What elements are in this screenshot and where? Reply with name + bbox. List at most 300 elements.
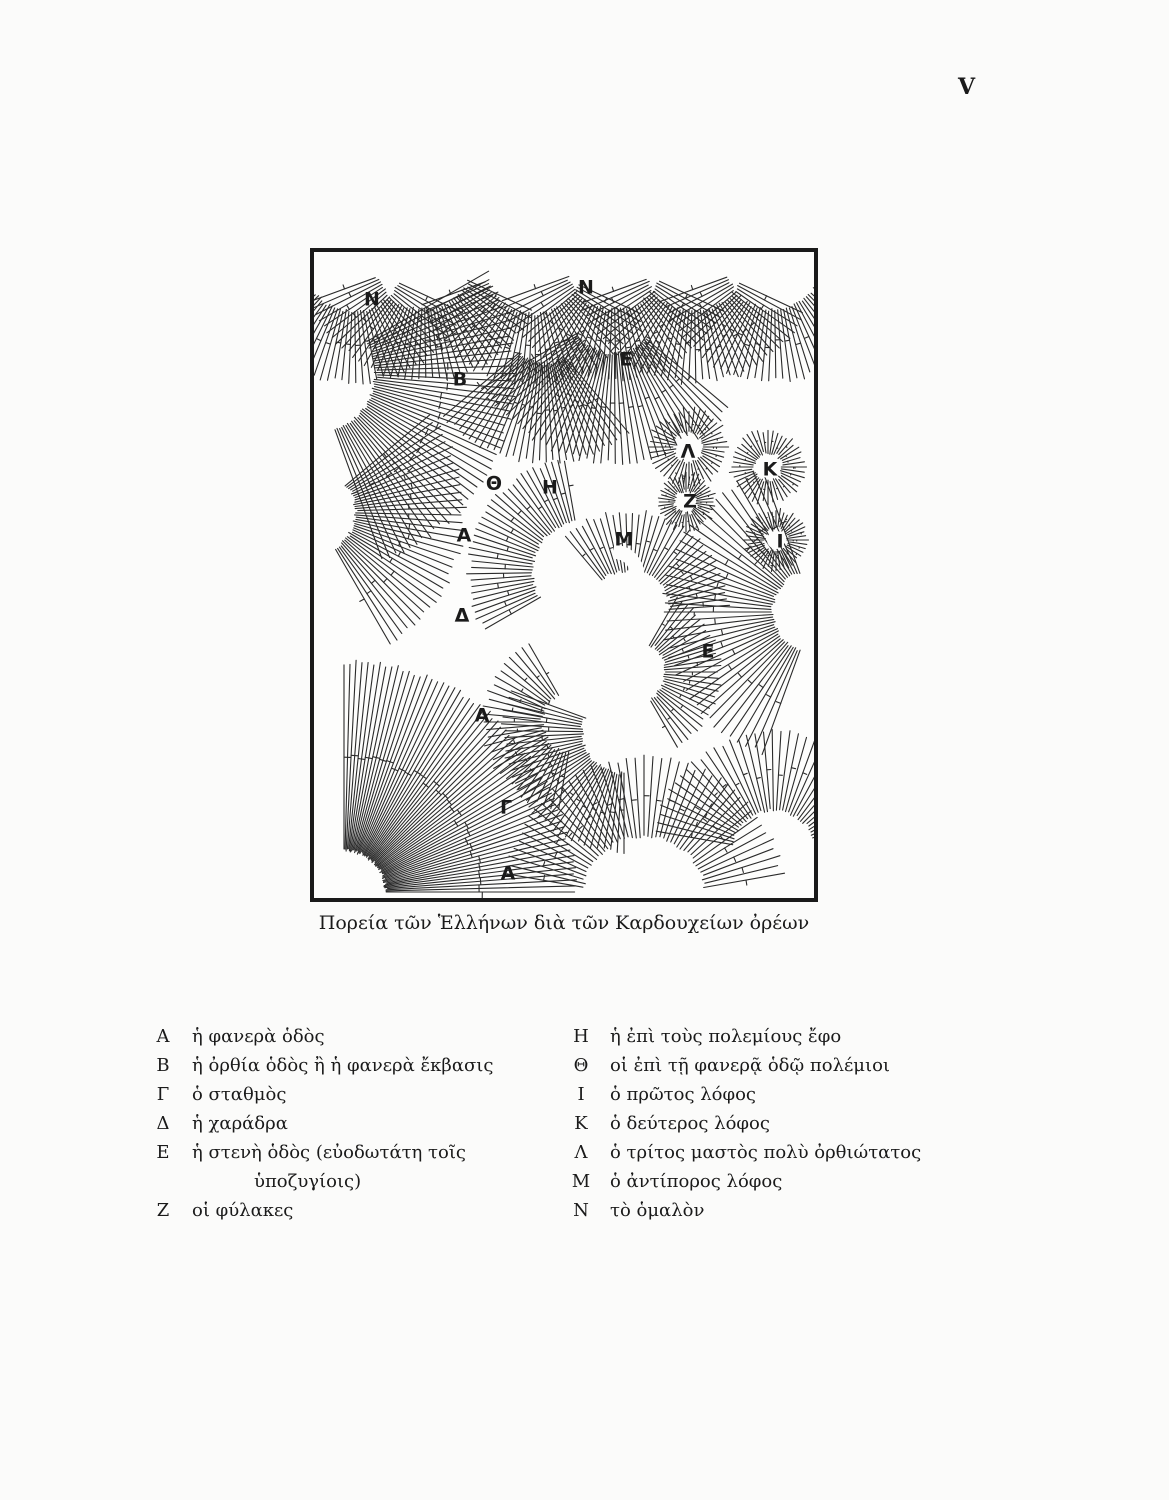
legend-key: N [573, 1200, 589, 1221]
hachure-stroke [739, 333, 743, 335]
map-label-n-left: N [364, 288, 380, 311]
hachure-stroke [349, 293, 351, 297]
hachure-stroke [783, 462, 805, 465]
legend-key: B [156, 1055, 170, 1076]
map-label-theta: Θ [485, 472, 503, 495]
hachure-stroke [670, 627, 672, 629]
hachure-stroke [665, 430, 666, 431]
legend-key: I [577, 1084, 585, 1105]
legend-left-column [148, 1022, 538, 1225]
legend-key: Δ [156, 1113, 170, 1134]
legend-key: Λ [574, 1142, 588, 1163]
hachure-stroke [485, 387, 488, 390]
hachure-stroke [498, 584, 499, 588]
hachure-stroke [387, 844, 569, 883]
hachure-stroke [505, 602, 507, 606]
hachure-stroke [796, 343, 800, 344]
hachure-stroke [629, 407, 634, 408]
hachure-stroke [504, 664, 549, 702]
legend-item [148, 1080, 538, 1109]
hachure-stroke [476, 593, 535, 619]
hachure-stroke [411, 483, 412, 488]
hachure-stroke [612, 287, 613, 291]
hachure-stroke [546, 719, 547, 723]
hachure-stroke [521, 689, 523, 692]
hachure-stroke [582, 554, 585, 556]
hachure-stroke [668, 459, 669, 460]
hachure-stroke [379, 766, 538, 869]
hachure-stroke [555, 342, 559, 343]
hachure-stroke [786, 340, 790, 341]
hachure-stroke [390, 558, 392, 562]
hachure-stroke [748, 680, 752, 683]
hachure-stroke [765, 296, 767, 300]
hachure-stroke [632, 800, 637, 801]
map-label-e-right: E [701, 640, 715, 663]
hachure-stroke [566, 536, 603, 580]
hachure-stroke [805, 337, 809, 339]
hachure-stroke [681, 571, 683, 574]
hachure-stroke [347, 306, 349, 310]
legend-item [148, 1022, 538, 1051]
hachure-stroke [391, 571, 394, 575]
map-label-a-bottom: A [500, 862, 516, 885]
hachure-stroke [738, 555, 741, 559]
hachure-stroke [782, 522, 787, 524]
hachure-stroke [372, 580, 376, 583]
legend-item [148, 1138, 538, 1196]
map-label-b: B [452, 368, 468, 391]
hachure-stroke [497, 554, 498, 558]
hachure-stroke [652, 452, 674, 458]
legend-item [148, 1109, 538, 1138]
hachure-stroke [675, 523, 676, 524]
hachure-stroke [672, 465, 673, 466]
legend-text: ὁ πρῶτος λόφος [610, 1084, 757, 1105]
hachure-stroke [597, 340, 601, 341]
hachure-stroke [682, 515, 684, 528]
map-label-a-upper: A [456, 524, 472, 547]
hachure-stroke [342, 312, 349, 380]
legend-key: Z [156, 1200, 170, 1221]
hachure-stroke [700, 493, 701, 494]
hachure-stroke [569, 485, 573, 486]
legend-item [566, 1167, 996, 1196]
hachure-stroke [791, 768, 795, 769]
hachure-stroke [525, 678, 527, 680]
hachure-stroke [520, 700, 521, 703]
hachure-stroke [375, 735, 509, 862]
hachure-stroke [360, 599, 364, 601]
hachure-stroke [689, 680, 690, 683]
hachure-map [314, 252, 814, 898]
hachure-stroke [532, 354, 534, 358]
hachure-stroke [725, 848, 727, 852]
hachure-stroke [339, 547, 401, 633]
map-label-i: I [776, 530, 784, 553]
hachure-stroke [813, 288, 814, 330]
hachure-stroke [543, 770, 545, 772]
hachure-stroke [803, 773, 807, 775]
hachure-stroke [555, 853, 557, 857]
hachure-stroke [772, 482, 777, 500]
hachure-stroke [570, 532, 604, 579]
legend-key: H [573, 1026, 589, 1047]
legend-key: Γ [156, 1084, 170, 1105]
hachure-stroke [757, 431, 763, 452]
hachure-stroke [712, 462, 713, 463]
hachure-stroke [698, 488, 699, 489]
hachure-stroke [684, 688, 685, 691]
legend-key: E [156, 1142, 170, 1163]
hachure-stroke [667, 615, 773, 622]
hachure-stroke [676, 513, 677, 514]
hachure-stroke [646, 541, 650, 542]
hachure-stroke [537, 676, 539, 678]
hachure-stroke [777, 448, 778, 449]
legend-text: ἡ ὀρθία ὁδὸς ἢ ἡ φανερὰ ἔκβασις [192, 1055, 494, 1076]
hachure-stroke [776, 731, 781, 810]
hachure-stroke [446, 340, 450, 341]
hachure-stroke [506, 347, 510, 348]
legend-key: Θ [573, 1055, 589, 1076]
hachure-stroke [511, 518, 514, 522]
hachure-stroke [408, 534, 409, 539]
legend-item [566, 1109, 996, 1138]
hachure-stroke [562, 787, 608, 849]
hachure-stroke [506, 537, 508, 541]
legend-item [566, 1138, 996, 1167]
hachure-stroke [772, 730, 773, 811]
hachure-stroke [467, 573, 532, 574]
hachure-stroke [775, 311, 776, 378]
hachure-stroke [651, 601, 682, 647]
hachure-stroke [652, 698, 682, 742]
hachure-stroke [569, 833, 572, 837]
hachure-stroke [544, 500, 548, 502]
hachure-stroke [758, 550, 759, 551]
hachure-stroke [404, 475, 406, 480]
hachure-stroke [657, 537, 693, 580]
legend-text: ἡ χαράδρα [192, 1113, 288, 1134]
map-label-n-right: N [578, 276, 594, 299]
hachure-stroke [762, 305, 764, 309]
hachure-stroke [767, 695, 771, 697]
hachure-stroke [504, 280, 567, 307]
hachure-stroke [472, 561, 533, 567]
hachure-stroke [570, 793, 573, 796]
hachure-stroke [674, 487, 675, 488]
hachure-stroke [756, 344, 760, 345]
hachure-stroke [715, 595, 716, 600]
hachure-stroke [326, 343, 330, 344]
hachure-stroke [733, 650, 735, 654]
hachure-stroke [522, 648, 555, 695]
hachure-stroke [742, 868, 743, 873]
hachure-stroke [532, 297, 580, 348]
hachure-stroke [676, 563, 678, 565]
map-label-a-middle: A [474, 704, 490, 727]
hachure-stroke [472, 567, 533, 570]
legend-item [566, 1022, 996, 1051]
hachure-stroke [579, 826, 583, 829]
hachure-stroke [538, 507, 541, 509]
hachure-stroke [789, 308, 809, 372]
hachure-stroke [485, 597, 540, 629]
hachure-stroke [723, 746, 756, 814]
hachure-stroke [776, 702, 781, 704]
hachure-stroke [562, 776, 565, 777]
hachure-stroke [659, 619, 700, 652]
map-label-k: K [762, 458, 778, 481]
hachure-stroke [764, 732, 771, 809]
legend-key: M [571, 1171, 591, 1192]
hachure-stroke [355, 672, 404, 853]
hachure-stroke [700, 293, 702, 297]
hachure-stroke [757, 778, 761, 779]
hachure-stroke [561, 493, 565, 494]
hachure-stroke [567, 334, 571, 336]
hachure-stroke [796, 554, 797, 555]
hachure-stroke [669, 422, 670, 423]
hachure-stroke [486, 512, 539, 544]
hachure-stroke [754, 482, 755, 483]
hachure-stroke [668, 717, 670, 719]
legend-text: ὁ τρίτος μαστὸς πολὺ ὀρθιώτατος [610, 1142, 922, 1163]
hachure-stroke [783, 458, 800, 463]
hachure-stroke [398, 552, 400, 556]
map-label-e-top: E [619, 348, 633, 371]
hachure-stroke [705, 429, 706, 430]
legend-text: ὁ δεύτερος λόφος [610, 1113, 770, 1134]
hachure-stroke [746, 880, 747, 885]
legend-item [566, 1080, 996, 1109]
hachure-stroke [542, 292, 544, 296]
hachure-stroke [672, 709, 674, 711]
hachure-stroke [706, 468, 707, 469]
hachure-stroke [626, 759, 636, 838]
hachure-stroke [792, 307, 814, 371]
hachure-stroke [508, 591, 509, 595]
hachure-stroke [530, 407, 534, 408]
hachure-stroke [505, 731, 583, 732]
legend-item [566, 1196, 996, 1225]
hachure-stroke [527, 507, 530, 510]
map-caption: Πορεία τῶν Ἑλλήνων διὰ τῶν Καρδουχείων ὀρέων [318, 912, 810, 934]
hachure-stroke [786, 446, 787, 447]
hachure-stroke [764, 553, 765, 554]
hachure-stroke [721, 642, 723, 647]
hachure-stroke [343, 285, 344, 289]
hachure-stroke [619, 799, 624, 800]
hachure-stroke [676, 473, 677, 474]
hachure-stroke [676, 344, 680, 345]
map-label-m: M [614, 528, 634, 551]
hachure-stroke [784, 486, 785, 487]
map-label-z: Z [683, 490, 697, 513]
hachure-stroke [769, 309, 772, 381]
hachure-stroke [703, 514, 704, 515]
legend-text-continuation: ὑποζυγίοις) [254, 1171, 362, 1192]
hachure-stroke [367, 591, 371, 594]
hachure-stroke [514, 848, 586, 875]
hachure-stroke [756, 441, 757, 442]
summit-ridge [614, 552, 644, 692]
legend-item [566, 1051, 996, 1080]
hachure-stroke [554, 410, 558, 411]
hachure-stroke [722, 630, 723, 635]
hachure-stroke [680, 695, 681, 697]
legend-text: ἡ ἐπὶ τοὺς πολεμίους ἔφο [610, 1026, 842, 1047]
hachure-stroke [600, 547, 603, 548]
hachure-stroke [662, 624, 664, 626]
hachure-stroke [355, 477, 459, 502]
hachure-stroke [789, 525, 790, 526]
legend-right-column [566, 1022, 996, 1225]
hachure-stroke [507, 547, 508, 551]
hachure-stroke [453, 333, 457, 335]
hachure-stroke [354, 526, 453, 560]
hachure-stroke [699, 425, 700, 426]
hachure-stroke [354, 447, 453, 494]
hachure-stroke [786, 519, 787, 520]
hachure-stroke [786, 456, 787, 457]
hachure-stroke [803, 765, 814, 823]
hachure-stroke [674, 552, 677, 554]
hachure-stroke [636, 543, 639, 544]
hachure-stroke [736, 783, 739, 785]
hachure-stroke [517, 729, 518, 732]
hachure-stroke [691, 286, 692, 290]
hachure-stroke [409, 524, 410, 529]
hachure-stroke [553, 498, 557, 500]
hachure-stroke [367, 699, 470, 858]
hachure-stroke [791, 530, 792, 531]
hachure-stroke [570, 405, 574, 406]
hachure-stroke [534, 285, 535, 289]
hachure-stroke [448, 353, 449, 360]
hachure-stroke [507, 399, 510, 401]
hachure-stroke [509, 610, 511, 614]
hachure-stroke [668, 490, 669, 491]
legend-text: οἱ ἐπὶ τῇ φανερᾷ ὁδῷ πολέμιοι [610, 1055, 890, 1076]
hachure-stroke [590, 549, 593, 551]
hachure-stroke [546, 673, 548, 674]
hachure-stroke [654, 698, 687, 740]
hachure-stroke [406, 344, 410, 345]
hachure-stroke [472, 581, 534, 593]
hachure-stroke [655, 530, 690, 577]
hachure-stroke [691, 833, 692, 837]
hachure-stroke [786, 737, 807, 811]
hachure-stroke [511, 529, 513, 533]
hachure-stroke [680, 809, 684, 811]
hachure-stroke [529, 816, 593, 861]
hachure-stroke [697, 519, 782, 587]
map-label-h: H [542, 476, 558, 499]
hachure-stroke [664, 548, 667, 550]
legend-text: τὸ ὁμαλὸν [610, 1200, 705, 1221]
hachure-stroke [482, 517, 539, 548]
hachure-stroke [676, 783, 739, 827]
hachure-stroke [577, 799, 580, 801]
hachure-stroke [725, 561, 728, 565]
hachure-stroke [353, 521, 463, 546]
hachure-stroke [512, 708, 513, 711]
legend-text: οἱ φύλακες [192, 1200, 294, 1221]
hachure-stroke [734, 471, 754, 477]
hachure-stroke [717, 583, 718, 588]
hachure-stroke [426, 296, 428, 300]
hachure-stroke [653, 549, 656, 550]
hachure-stroke [541, 303, 543, 307]
hachure-stroke [384, 579, 387, 583]
hachure-stroke [666, 575, 775, 602]
hachure-stroke [729, 666, 732, 670]
hachure-stroke [317, 339, 321, 341]
hachure-stroke [747, 453, 748, 454]
hachure-stroke [648, 757, 653, 837]
hachure-stroke [682, 649, 683, 652]
map-label-l: Λ [680, 440, 696, 463]
legend-key: K [574, 1113, 588, 1134]
legend-text: ἡ στενὴ ὁδὸς (εὐοδωτάτη τοῖς ὑποζυγίοις) [178, 1138, 466, 1196]
hachure-stroke [695, 310, 696, 383]
hachure-stroke [514, 402, 518, 403]
legend-key: A [156, 1026, 170, 1047]
hachure-stroke [659, 504, 674, 506]
hachure-stroke [704, 849, 773, 876]
legend-item [148, 1051, 538, 1080]
hachure-stroke [787, 553, 788, 554]
legend-text: ἡ φανερὰ ὁδὸς [192, 1026, 325, 1047]
hachure-stroke [729, 469, 751, 472]
hachure-stroke [343, 541, 421, 619]
legend-text: ὁ σταθμὸς [192, 1084, 287, 1105]
hachure-stroke [711, 433, 712, 434]
map-label-gamma: Γ [499, 796, 513, 819]
hachure-stroke [355, 312, 356, 383]
hachure-stroke [611, 812, 615, 813]
hachure-stroke [793, 484, 794, 485]
map-figure [310, 248, 818, 902]
hachure-stroke [437, 347, 441, 348]
hachure-stroke [681, 705, 683, 707]
hachure-stroke [652, 759, 662, 838]
hachure-stroke [716, 455, 717, 456]
hachure-stroke [610, 548, 613, 549]
hachure-stroke [743, 773, 747, 775]
hachure-stroke [745, 344, 749, 345]
hachure-stroke [759, 685, 763, 688]
map-label-delta: Δ [454, 604, 470, 627]
hachure-stroke [657, 800, 662, 801]
hachure-stroke [715, 619, 716, 624]
hachure-stroke [703, 818, 707, 821]
hachure-stroke [714, 793, 717, 796]
hachure-stroke [684, 638, 686, 641]
hachure-stroke [726, 574, 728, 578]
hachure-stroke [696, 594, 697, 597]
hachure-stroke [751, 446, 752, 447]
hachure-stroke [734, 462, 754, 465]
hachure-stroke [738, 674, 741, 678]
hachure-stroke [688, 655, 689, 658]
hachure-stroke [518, 511, 521, 514]
hachure-stroke [384, 832, 567, 881]
legend-text: ὁ ἀντίπορος λόφος [610, 1171, 783, 1192]
hachure-stroke [638, 345, 704, 435]
